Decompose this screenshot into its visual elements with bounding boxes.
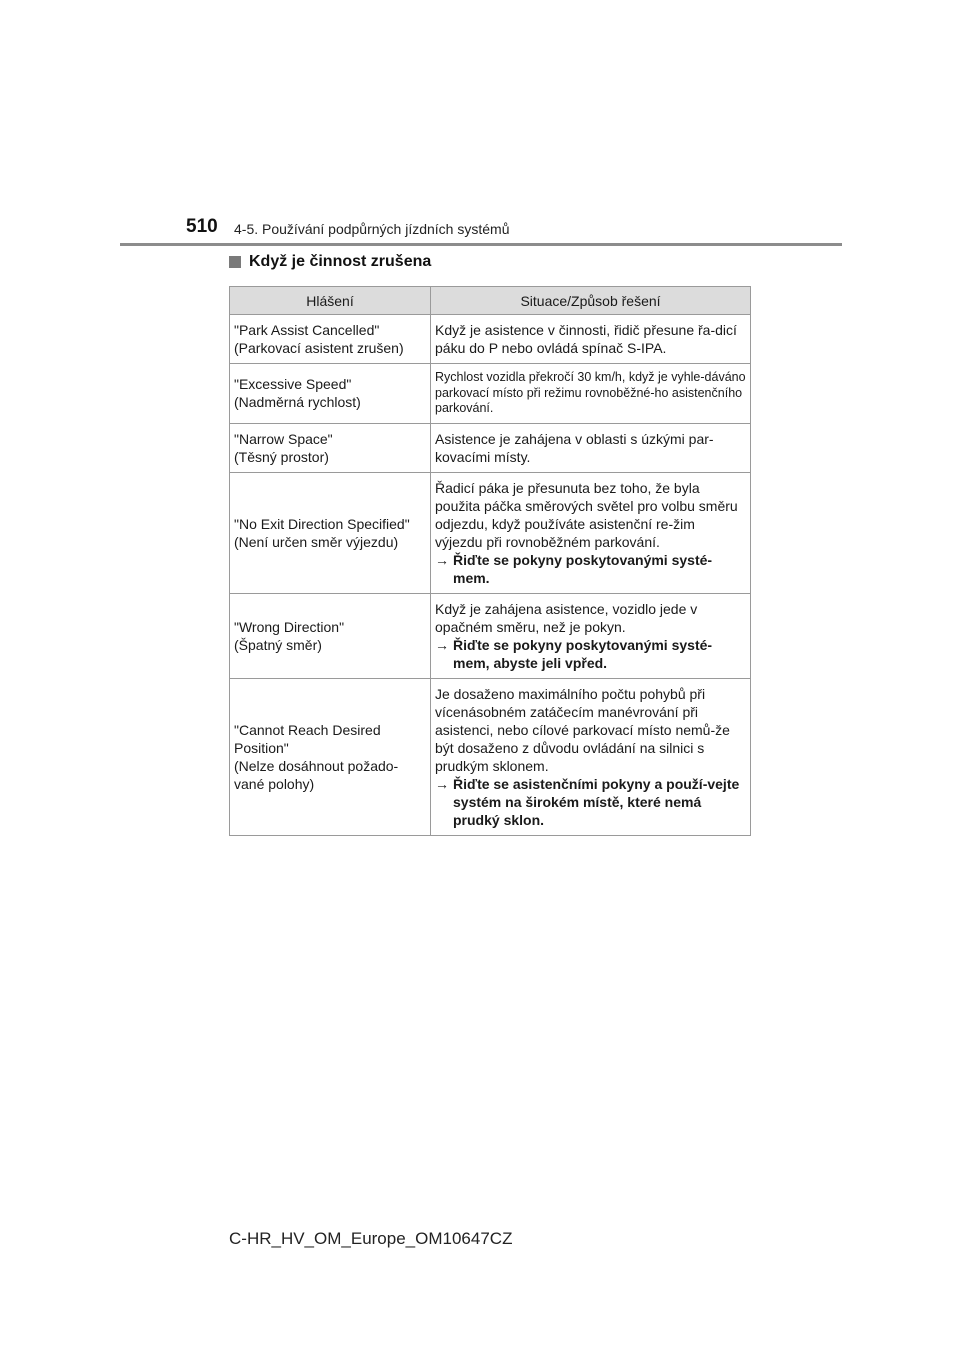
action-line <box>435 636 746 672</box>
table-row <box>230 472 751 593</box>
header-divider <box>120 243 842 246</box>
action-text: Řiďte se asistenčními pokyny a použí-vejte systém na širokém místě, které nemá prudký sklon. <box>453 775 740 828</box>
table-row <box>230 423 751 472</box>
action-line <box>435 551 746 587</box>
column-header-message: Hlášení <box>230 287 431 315</box>
situation-cell <box>431 364 751 424</box>
message-cell: "Park Assist Cancelled" (Parkovací asistent zrušen) <box>230 315 431 364</box>
action-text: Řiďte se pokyny poskytovanými systé-mem, abyste jeli vpřed. <box>453 636 713 671</box>
message-cell: "No Exit Direction Specified" (Není určen směr výjezdu) <box>230 472 431 593</box>
heading-text: Když je činnost zrušena <box>249 253 432 270</box>
action-line <box>435 775 746 829</box>
table-row <box>230 678 751 835</box>
message-table <box>229 286 751 836</box>
message-cell: "Excessive Speed" (Nadměrná rychlost) <box>230 364 431 424</box>
arrow-right-icon: → <box>435 636 449 653</box>
situation-cell <box>431 315 751 364</box>
section-heading <box>229 253 431 271</box>
message-cell: "Wrong Direction" (Špatný směr) <box>230 593 431 678</box>
situation-text: Rychlost vozidla překročí 30 km/h, když je vyhle-dáváno parkovací místo při režimu rovnoběžné-ho asistenčního parkování. <box>435 370 746 415</box>
situation-text: Když je asistence v činnosti, řidič přesune řa-dicí páku do P nebo ovládá spínač S-IPA. <box>435 322 737 356</box>
document-code-footer: C-HR_HV_OM_Europe_OM10647CZ <box>229 1229 513 1248</box>
situation-text: Když je zahájena asistence, vozidlo jede v opačném směru, než je pokyn. <box>435 600 698 635</box>
situation-text: Řadicí páka je přesunuta bez toho, že byla použita páčka směrových světel pro volbu směru odjezdu, když používáte asistenční re-žim výjezdu při rovnoběžném parkování. <box>435 479 738 550</box>
situation-cell <box>431 678 751 835</box>
situation-cell <box>431 593 751 678</box>
message-cell: "Cannot Reach Desired Position" (Nelze dosáhnout požado-vané polohy) <box>230 678 431 835</box>
situation-text: Je dosaženo maximálního počtu pohybů při vícenásobném zatáčecím manévrování při asistenci, nebo cílové parkovací místo nemů-že být dosaženo z důvodu ovládání na silnici s prudkým sklonem. <box>435 685 730 774</box>
action-text: Řiďte se pokyny poskytovanými systé-mem. <box>453 551 713 586</box>
arrow-right-icon: → <box>435 551 449 568</box>
situation-text: Asistence je zahájena v oblasti s úzkými par-kovacími místy. <box>435 430 714 465</box>
column-header-situation: Situace/Způsob řešení <box>431 287 751 315</box>
table-row <box>230 315 751 364</box>
situation-cell <box>431 472 751 593</box>
square-bullet-icon <box>229 256 241 268</box>
section-title: 4-5. Používání podpůrných jízdních systémů <box>234 221 510 237</box>
situation-cell <box>431 423 751 472</box>
message-cell: "Narrow Space" (Těsný prostor) <box>230 423 431 472</box>
table-row <box>230 593 751 678</box>
arrow-right-icon: → <box>435 775 449 792</box>
page-number: 510 <box>186 216 218 237</box>
table-row <box>230 364 751 424</box>
table-header-row <box>230 287 751 315</box>
